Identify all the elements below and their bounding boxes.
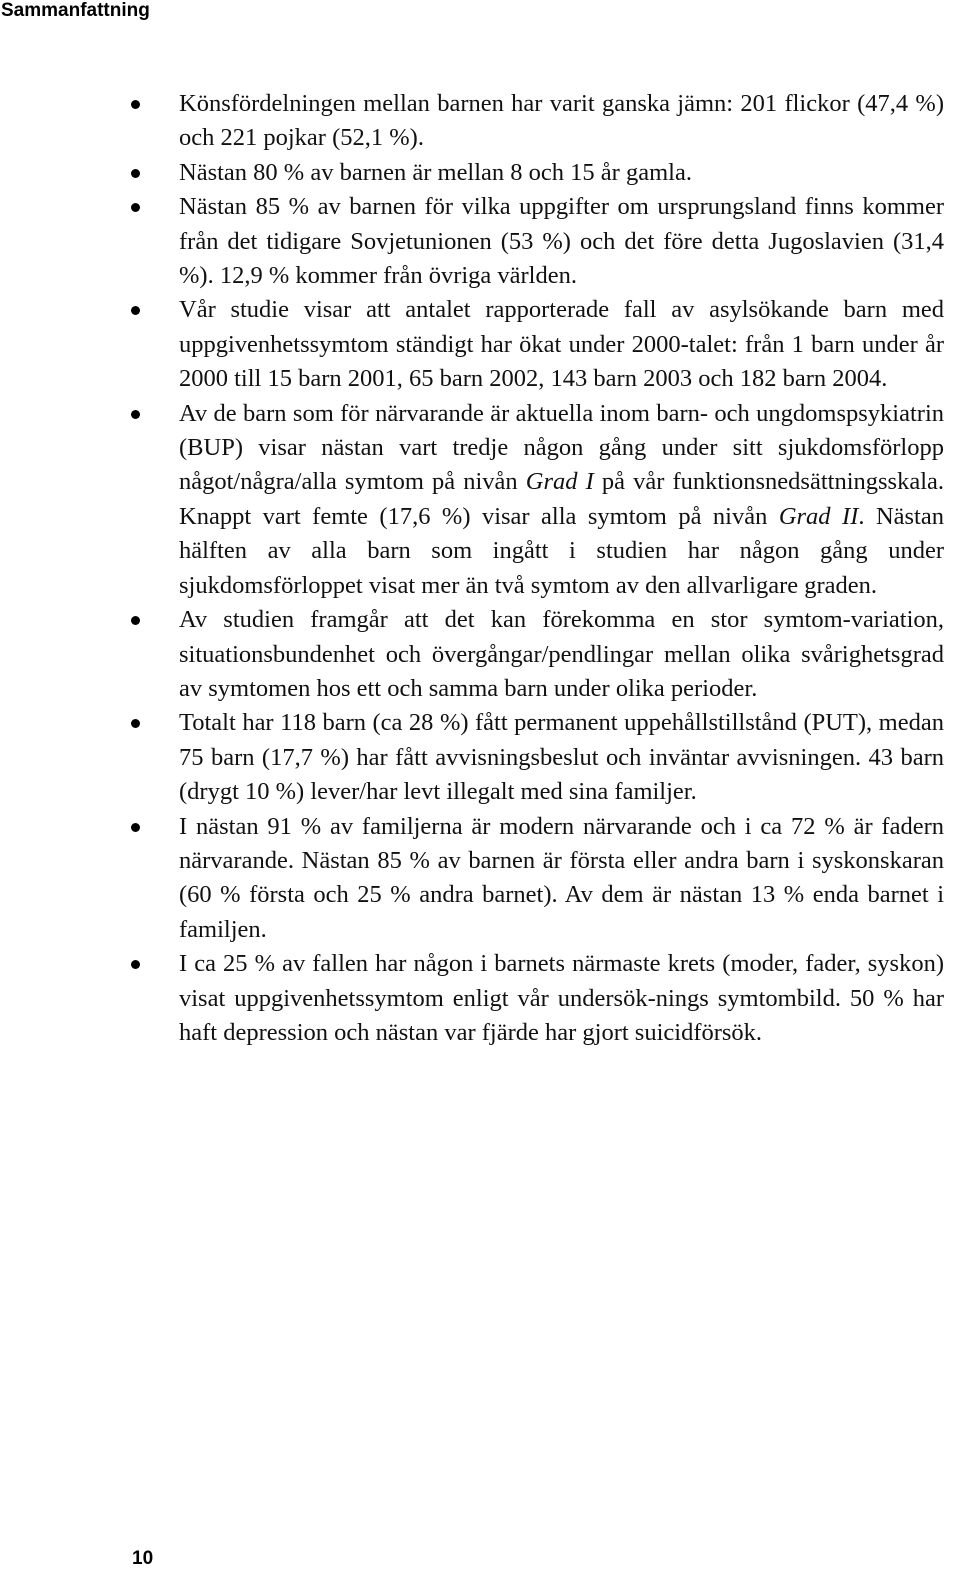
bullet-text-part: . Nästan hälften av alla barn som ingått i studien har någon gång under sjukdomsförloppet visat mer än två symtom av den allvarligare graden. (179, 502, 944, 599)
bullet-text: Nästan 85 % av barnen för vilka uppgifter om ursprungsland finns kommer från det tidigare Sovjetunionen (53 %) och det före detta Jugoslavien (31,4 %). 12,9 % kommer från övriga världen. (179, 193, 944, 290)
bullet-icon (131, 410, 140, 419)
summary-bullet-origin (0, 190, 960, 293)
bullet-text-part: på vår funktionsnedsättningsskala. Knappt vart femte (17,6 %) visar alla symtom på nivån (179, 468, 945, 530)
bullet-icon (131, 203, 140, 212)
bullet-text: Nästan 80 % av barnen är mellan 8 och 15 år gamla. (179, 158, 692, 186)
bullet-text: Vår studie visar att antalet rapporterade fall av asylsökande barn med uppgivenhetssymtom ständigt har ökat under 2000-talet: från 1 barn under år 2000 till 15 barn 2001, 65 barn 2002, 143 barn 2003 och 182 barn 2004. (179, 296, 944, 393)
bullet-text-part: Av de barn som för närvarande är aktuella inom barn- och ungdomspsykiatrin (BUP) visar nästan vart tredje någon gång under sitt sjukdomsförlopp något/några/alla symtom på nivån (179, 399, 944, 496)
summary-bullet-list (0, 87, 960, 1050)
bullet-text (179, 400, 944, 599)
bullet-icon (131, 823, 140, 832)
bullet-icon (131, 100, 140, 109)
bullet-text: Könsfördelningen mellan barnen har varit ganska jämn: 201 flickor (47,4 %) och 221 pojkar (52,1 %). (179, 90, 944, 152)
summary-bullet-relatives (0, 947, 960, 1050)
bullet-icon (131, 306, 140, 315)
summary-bullet-gender (0, 87, 960, 156)
grade-term: Grad I (525, 468, 594, 496)
page-number: 10 (132, 1548, 154, 1569)
bullet-icon (131, 719, 140, 728)
bullet-text: Totalt har 118 barn (ca 28 %) fått permanent uppehållstillstånd (PUT), medan 75 barn (17,7 %) har fått avvisningsbeslut och inväntar avvisningen. 43 barn (drygt 10 %) lever/har levt illegalt med sina familjer. (179, 709, 944, 806)
bullet-text: Av studien framgår att det kan förekomma en stor symtom-variation, situationsbundenhet och övergångar/pendlingar mellan olika svårighetsgrad av symtomen hos ett och samma barn under olika perioder. (179, 606, 944, 702)
bullet-text: I ca 25 % av fallen har någon i barnets närmaste krets (moder, fader, syskon) visat uppgivenhetssymtom enligt vår undersök-nings symtombild. 50 % har haft depression och nästan var fjärde har gjort suicidförsök. (179, 950, 944, 1046)
summary-bullet-variation (0, 603, 960, 706)
section-title: Sammanfattning (1, 0, 150, 21)
summary-bullet-residence (0, 706, 960, 809)
summary-bullet-case-trend (0, 293, 960, 396)
grade-term: Grad II (778, 502, 859, 530)
bullet-icon (131, 616, 140, 625)
bullet-icon (131, 960, 140, 969)
bullet-icon (131, 169, 140, 178)
summary-bullet-bup-grades (0, 397, 960, 603)
bullet-text: I nästan 91 % av familjerna är modern närvarande och i ca 72 % är fadern närvarande. Nästan 85 % av barnen är första eller andra barn i syskonskaran (60 % första och 25 % andra barnet). Av dem är nästan 13 % enda barnet i familjen. (179, 812, 944, 943)
summary-bullet-age (0, 156, 960, 190)
summary-bullet-family (0, 810, 960, 948)
